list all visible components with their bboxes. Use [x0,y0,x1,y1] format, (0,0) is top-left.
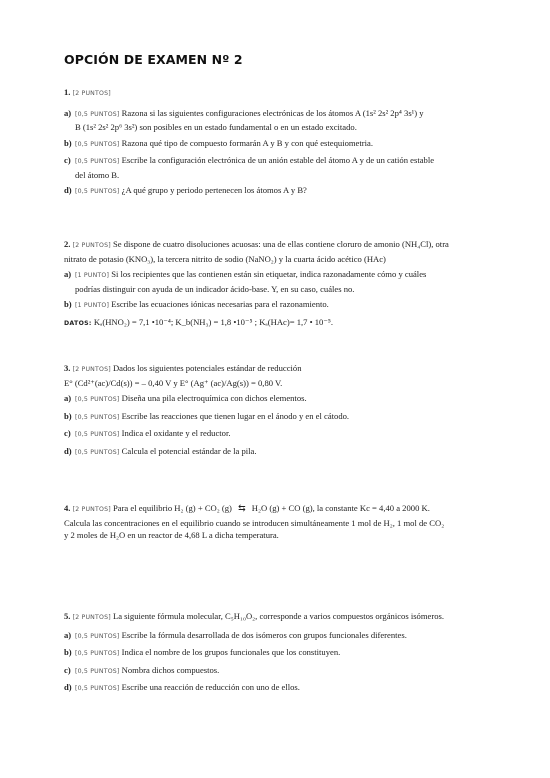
item-letter: b) [64,410,72,421]
points-label: [2 PUNTOS] [72,366,111,373]
item-text: Diseña una pila electroquímica con dichos elementos. [121,393,307,403]
item-text: Indica el oxidante y el reductor. [121,428,231,438]
points-label: [0,5 PUNTOS] [75,158,120,165]
item-text: Escribe las reacciones que tienen lugar en el ánodo y en el cátodo. [121,410,350,421]
points-label: [0,5 PUNTOS] [75,110,120,118]
points-label: [1 PUNTO] [75,302,110,309]
item-text: Escribe las ecuaciones iónicas necesarias para el razonamiento. [111,299,329,309]
question-3-item-d [64,445,484,460]
item-letter: a) [64,629,72,640]
equation-left: Para el equilibrio H₂ (g) + CO₂ (g) [112,503,232,513]
question-text-continued: nitrato de potasio (KNO₃), la tercera nitrito de sodio (NaNO₂) y la cuarta ácido acético (HAc) [64,253,386,264]
points-label: [2 PUNTOS] [72,242,111,249]
question-1-item-b [64,137,484,152]
item-text-continued: B (1s² 2s² 2p⁶ 3s²) son posibles en un estado fundamental o en un estado excitado. [75,122,357,132]
question-5-item-c [64,664,484,679]
points-label: [0,5 PUNTOS] [75,396,120,403]
data-line [64,316,484,331]
item-text-continued: podrías distinguir con ayuda de un indicador ácido-base. Y, en su caso, cuáles no. [75,283,355,294]
item-letter: b) [64,647,72,657]
question-5-item-b [64,646,484,661]
item-letter: a) [64,269,72,279]
item-letter: c) [64,155,71,165]
points-label: [0,5 PUNTOS] [75,632,120,640]
question-4 [64,502,484,542]
question-text: Se dispone de cuatro disoluciones acuosas: una de ellas contiene cloruro de amonio (NH₄Cl), otra [112,239,449,249]
question-2-item-b [64,298,484,313]
question-number: 3. [64,363,71,373]
page-title: OPCIÓN DE EXAMEN Nº 2 [64,52,243,67]
points-label: [0,5 PUNTOS] [75,140,120,148]
item-text: ¿A qué grupo y periodo pertenecen los átomos A y B? [121,185,307,195]
points-label: [0,5 PUNTOS] [75,413,120,421]
points-label: [0,5 PUNTOS] [75,650,120,657]
question-number: 4. [64,503,71,513]
question-text: Calcula las concentraciones en el equilibrio cuando se introducen simultáneamente 1 mol de H₂, 1 mol de CO₂ [64,517,445,528]
item-text-continued: del átomo B. [75,169,120,180]
question-number: 2. [64,239,71,249]
item-text: Escribe la fórmula desarrollada de dos isómeros con grupos funcionales diferentes. [121,629,407,640]
question-5-item-a [64,629,484,644]
item-letter: c) [64,428,71,438]
question-3-item-c [64,427,484,442]
question-text: La siguiente fórmula molecular, C₅H₁₀O₂, corresponde a varios compuestos orgánicos isómeros. [112,611,445,621]
question-3-item-b [64,410,484,425]
question-1-item-d [64,184,484,199]
item-text: Escribe una reacción de reducción con uno de ellos. [121,682,300,692]
item-letter: c) [64,664,71,675]
equilibrium-arrow-icon: ⇆ [238,503,246,513]
item-text: Escribe la configuración electrónica de un anión estable del átomo A y de un catión estable [121,155,435,165]
item-text: Razona si las siguientes configuraciones electrónicas de los átomos A (1s² 2s² 2p⁴ 3s¹) y [121,107,424,118]
question-text-continued: y 2 moles de H₂O en un reactor de 4,68 L a dicha temperatura. [64,530,279,540]
item-text: Razona qué tipo de compuesto formarán A y B y con qué estequiometria. [121,137,373,148]
question-text: Dados los siguientes potenciales estándar de reducción [112,363,302,373]
question-3 [64,362,484,459]
item-text: Calcula el potencial estándar de la pila. [121,445,257,456]
points-label: [0,5 PUNTOS] [75,188,120,195]
item-text: Nombra dichos compuestos. [121,664,220,675]
points-label: [2 PUNTOS] [72,506,111,513]
points-label: [2 PUNTOS] [72,614,111,621]
question-2 [64,238,484,330]
question-1-item-c [64,154,484,181]
points-label: [0,5 PUNTOS] [75,448,120,456]
equation-right: H₂O (g) + CO (g), la constante Kc = 4,40 a 2000 K. [251,503,430,513]
data-values: Kₐ(HNO₂) = 7,1 •10⁻⁴; K_b(NH₃) = 1,8 •10⁻⁵ ; Kₐ(HAc)= 1,7 • 10⁻⁵. [93,316,334,327]
question-2-item-a [64,268,484,295]
item-letter: d) [64,185,72,195]
question-1 [64,86,484,199]
question-number: 5. [64,611,71,621]
question-3-item-a [64,392,484,407]
item-letter: a) [64,393,72,403]
points-label: [0,5 PUNTOS] [75,685,120,692]
potentials-line: E° (Cd²⁺(ac)/Cd(s)) = – 0,40 V y E° (Ag⁺ (ac)/Ag(s)) = 0,80 V. [64,377,283,388]
points-label: [0,5 PUNTOS] [75,667,120,675]
item-text: Indica el nombre de los grupos funcionales que los constituyen. [121,647,341,657]
points-label: [1 PUNTO] [75,272,110,279]
question-number: 1. [64,87,71,97]
item-letter: d) [64,682,72,692]
points-label: [2 PUNTOS] [72,90,111,97]
question-5-item-d [64,681,484,696]
data-label: DATOS: [64,319,92,327]
item-text: Si los recipientes que las contienen están sin etiquetar, indica razonadamente cómo y cuáles [111,269,427,279]
item-letter: b) [64,137,72,148]
question-5 [64,610,484,696]
points-label: [0,5 PUNTOS] [75,431,120,438]
item-letter: a) [64,107,72,118]
question-1-item-a [64,107,484,134]
item-letter: b) [64,299,72,309]
item-letter: d) [64,445,72,456]
